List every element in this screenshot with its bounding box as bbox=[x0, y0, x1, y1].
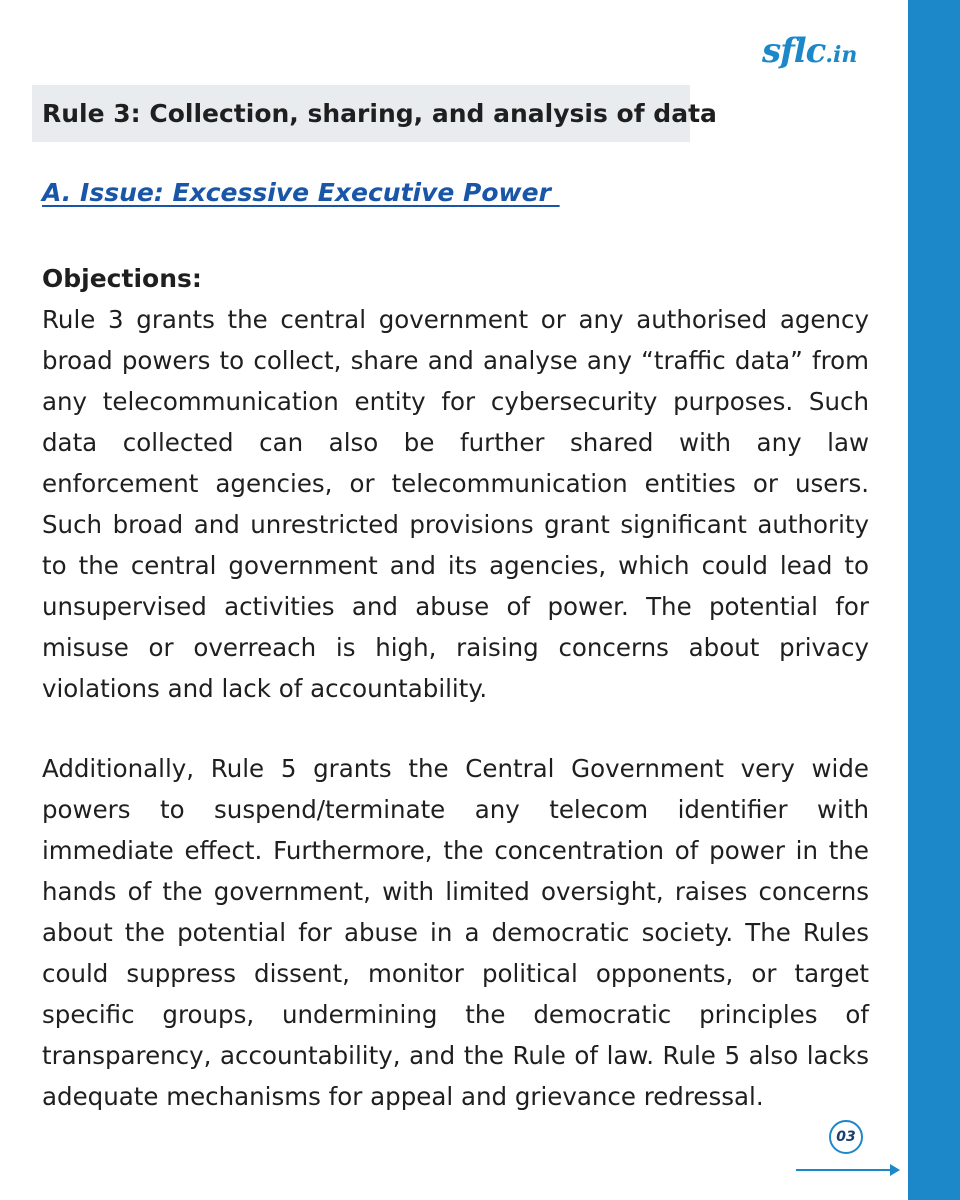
objection-paragraph-1: Rule 3 grants the central government or any authorised agency broad powers to collect, share and analyse any “traffic data” from any telecommunication entity for cybersecurity purposes. Such data collected can also be further shared with any law enforcement agencies, or telecommunication entities or users. Such broad and unrestricted provisions grant significant authority to the central government and its agencies, which could lead to unsupervised activities and abuse of power. The potential for misuse or overreach is high, raising concerns about privacy violations and lack of accountability. bbox=[42, 305, 869, 703]
page-number-text: 03 bbox=[836, 1129, 856, 1145]
sflc-logo bbox=[762, 31, 858, 71]
arrow-right-icon[interactable] bbox=[796, 1160, 902, 1180]
logo-suffix-text: .in bbox=[825, 42, 858, 68]
objection-paragraph-2: Additionally, Rule 5 grants the Central Government very wide powers to suspend/terminate any telecom identifier with immediate effect. Furthermore, the concentration of power in the hands of the government, with limited oversight, raises concerns about the potential for abuse in a democratic society. The Rules could suppress dissent, monitor political opponents, or target specific groups, undermining the democratic principles of transparency, accountability, and the Rule of law. Rule 5 also lacks adequate mechanisms for appeal and grievance redressal. bbox=[42, 754, 869, 1111]
issue-heading: A. Issue: Excessive Executive Power bbox=[42, 178, 560, 207]
rule-heading-text: Rule 3: Collection, sharing, and analysis of data bbox=[42, 99, 717, 128]
objections-label: Objections: bbox=[42, 264, 202, 293]
right-accent-bar bbox=[908, 0, 960, 1200]
page-number-badge bbox=[829, 1120, 863, 1154]
rule-heading bbox=[32, 85, 717, 142]
logo-main-text: sflc bbox=[762, 31, 826, 71]
